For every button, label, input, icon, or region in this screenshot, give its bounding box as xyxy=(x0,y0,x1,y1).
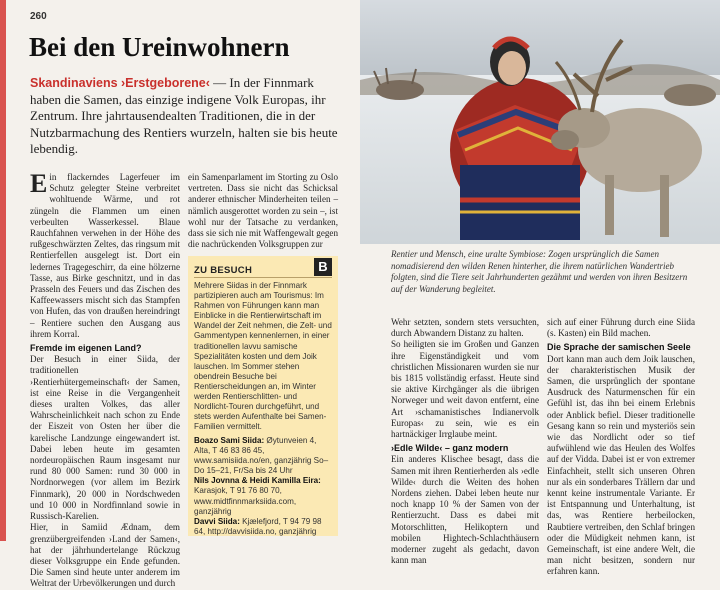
section-heading: Die Sprache der samischen Seele xyxy=(547,342,691,353)
body-paragraph: ein Samenparlament im Storting zu Oslo vertreten. Dass sie nicht das Schicksal anderer ethnischer Minderheiten teilen – nämlich ausgerottet worden zu sein –, ist wohl nur der Tatsache zu verdanken, dass sie sich nie mit Waffengewalt gegen die nachrückenden Volksgruppen zur xyxy=(188,172,338,250)
drop-cap: E xyxy=(30,169,48,198)
info-entry: Davvi Siida: Kjælefjord, T 94 79 98 64, http://davvisiida.no, ganzjährig xyxy=(194,516,322,536)
intro-paragraph: Ein flackerndes Lagerfeuer im Schutz gelegter Steine verbreitet wohltuende Wärme, und rot züngeln die Flammen um einen verbeulten Wasserkessel. Blaue Rauchfahnen verwehen in der Höhe des rußgeschwärzten Zeltes, das ringsum mit Rentierfellen ausgelegt ist. Dort ein ledernes Tragegeschirr, da eine hölzerne Tasse, aus Birke geschnitzt, und in das Prasseln des Feuers und das Zischen des Kaffeewassers mischt sich das Stampfen von Hufen, das von draußen hereindringt – Rentiere suchen den Ausgang aus ihrem Korral. xyxy=(30,169,180,339)
text-column-3 xyxy=(391,317,539,566)
info-entry: Nils Jovnna & Heidi Kamilla Eira: Karasjok, T 91 76 80 70, www.midtfinnmarksiida.com, ganzjährig xyxy=(194,476,321,516)
section-heading: ›Edle Wilde‹ – ganz modern xyxy=(391,443,509,454)
lead-paragraph xyxy=(30,75,348,158)
lead-text: — In der Finnmark haben die Samen, das einzige indigene Volk Europas, ihr Zentrum. Ihre jahrtausendealten Traditionen, die in der Nutzbarmachung des Rentiers wurzeln, halten sie bis heute lebendig. xyxy=(30,75,338,156)
body-paragraph: Ein anderes Klischee besagt, dass die Samen mit ihren Rentierherden als ›edle Wilde‹ durch die Weiten des hohen Nordens ziehen. Dabei leben heute nur noch knapp 10 % der Samen von der Rentierzucht. Dass es dabei mit Motorschlitten, Helikoptern und mobilen Hightech-Schlachthäusern moderner zugeht als gedacht, davon kann man xyxy=(391,454,539,566)
info-entry: Boazo Sami Siida: Øytunveien 4, Alta, T 46 83 86 45, www.samisiida.no/en, ganzjährig So–Do 15–21, Fr/Sa bis 24 Uhr xyxy=(194,436,329,476)
page-edge-bar xyxy=(0,0,6,541)
info-box-badge: B xyxy=(314,258,332,276)
body-paragraph: Wehr setzten, sondern stets versuchten, durch Abwandern Distanz zu halten. xyxy=(391,317,539,339)
photo-caption: Rentier und Mensch, eine uralte Symbiose: Zogen ursprünglich die Samen nomadisierend den wilden Renen hinterher, die ihrem natürlichen Wandertrieb folgten, sind die Tiere seit Jahrhunderten gezähmt und werden von ihren Besitzern auf der Wanderung begleitet. xyxy=(391,249,688,294)
photo-sami-woman-reindeer xyxy=(360,0,720,244)
body-paragraph: Hier, in Samiid Ædnam, dem grenzübergreifenden ›Land der Samen‹, hat der jährhundertelange Rückzug dieser Volksgruppe ein Ende gefunden. Die Samen sind heute unter anderem im Weltrat der Urbevölkerungen und durch xyxy=(30,522,180,589)
page-title: Bei den Ureinwohnern xyxy=(29,32,290,62)
info-box-text: Mehrere Siidas in der Finnmark partizipieren auch am Tourismus: Im Rahmen von Führungen kann man Einblicke in die Rentierwirtschaft im Wandel der Zeit nehmen, die Zelt- und Gammentypen kennenlernen, in einer traditionellen lavvu samische Spezialitäten kosten und dem Joik lauschen. Im Sommer stehen obendrein Besuche bei Rentierscheidungen an, im Winter werden Rentierschlitten- und Nordlicht-Touren durchgeführt, und stets werden Aufenthalte bei Samen-Familien vermittelt. xyxy=(194,281,332,432)
section-heading: Fremde im eigenen Land? xyxy=(30,343,142,354)
text-column-2 xyxy=(188,172,338,250)
divider xyxy=(194,277,332,278)
text-column-4 xyxy=(547,317,695,578)
text-column-1 xyxy=(30,169,180,590)
body-paragraph: Der Besuch in einer Siida, der traditionellen ›Rentierhütergemeinschaft‹ der Samen, ist eine Reise in die Vergangenheit dieses uralten Volkes, das aller Wahrscheinlichkeit nach schon zu Ende der Eiszeit von Osten her über die karelische Landzunge eingewandert ist. Dabei leben heute im gesamten nordeuropäischen Raum insgesamt nur rund 80 000 Samen: rund 30 000 in Nordnorwegen (vor allem im Bezirk Finnmark), 20 000 in Nordschweden und 10 000 in Nordfinnland sowie in Russisch-Karelien. xyxy=(30,354,180,522)
info-box-title: ZU BESUCH xyxy=(194,265,253,276)
page-number: 260 xyxy=(30,11,47,22)
body-paragraph: Dort kann man auch dem Joik lauschen, der charakteristischen Musik der Samen, die ursprünglich der spontane Ausdruck des Naturmenschen für ein Gefühl ist, das ihn bei einem Erlebnis oder Anblick befiel. Dieser traditionelle Gesang kann so rein und mysteriös sein wie das Nordlicht oder so tief aufwühlend wie das Heulen des Wolfes auf der Vidda. Dabei ist er von extremer Einfachheit, stellt sich unseren Ohren nur als ein sonderbares Trällern dar und kennt keine instrumentale Variante. Er ist Entspannung und Unterhaltung, ist das, was Rentiere herbeilocken, Raubtiere vertreiben, den Schlaf bringen oder die Müdigkeit nehmen kann, ist Gemeinschaft, ist eine andere Welt, die man nicht besitzen, sondern nur erfahren kann. xyxy=(547,353,695,577)
lead-kicker: Skandinaviens ›Erstgeborene‹ xyxy=(30,76,210,90)
body-paragraph: sich auf einer Führung durch eine Siida (s. Kasten) ein Bild machen. xyxy=(547,317,695,339)
info-box-entries xyxy=(194,436,334,536)
info-box xyxy=(188,256,338,536)
body-paragraph: So heiligten sie im Großen und Ganzen ihre Eigenständigkeit und vom christlichen Missionaren wurden sie nur bis 1815 vollständig erfasst. Heute sind sie aktive Kirchgänger als die übrigen Norweger und weit davon entfernt, eine Art ›schamanistisches Indianervolk Europas‹ zu sein, wie es ein hartnäckiger Irrglaube meint. xyxy=(391,339,539,440)
photo-illustration xyxy=(360,0,720,244)
